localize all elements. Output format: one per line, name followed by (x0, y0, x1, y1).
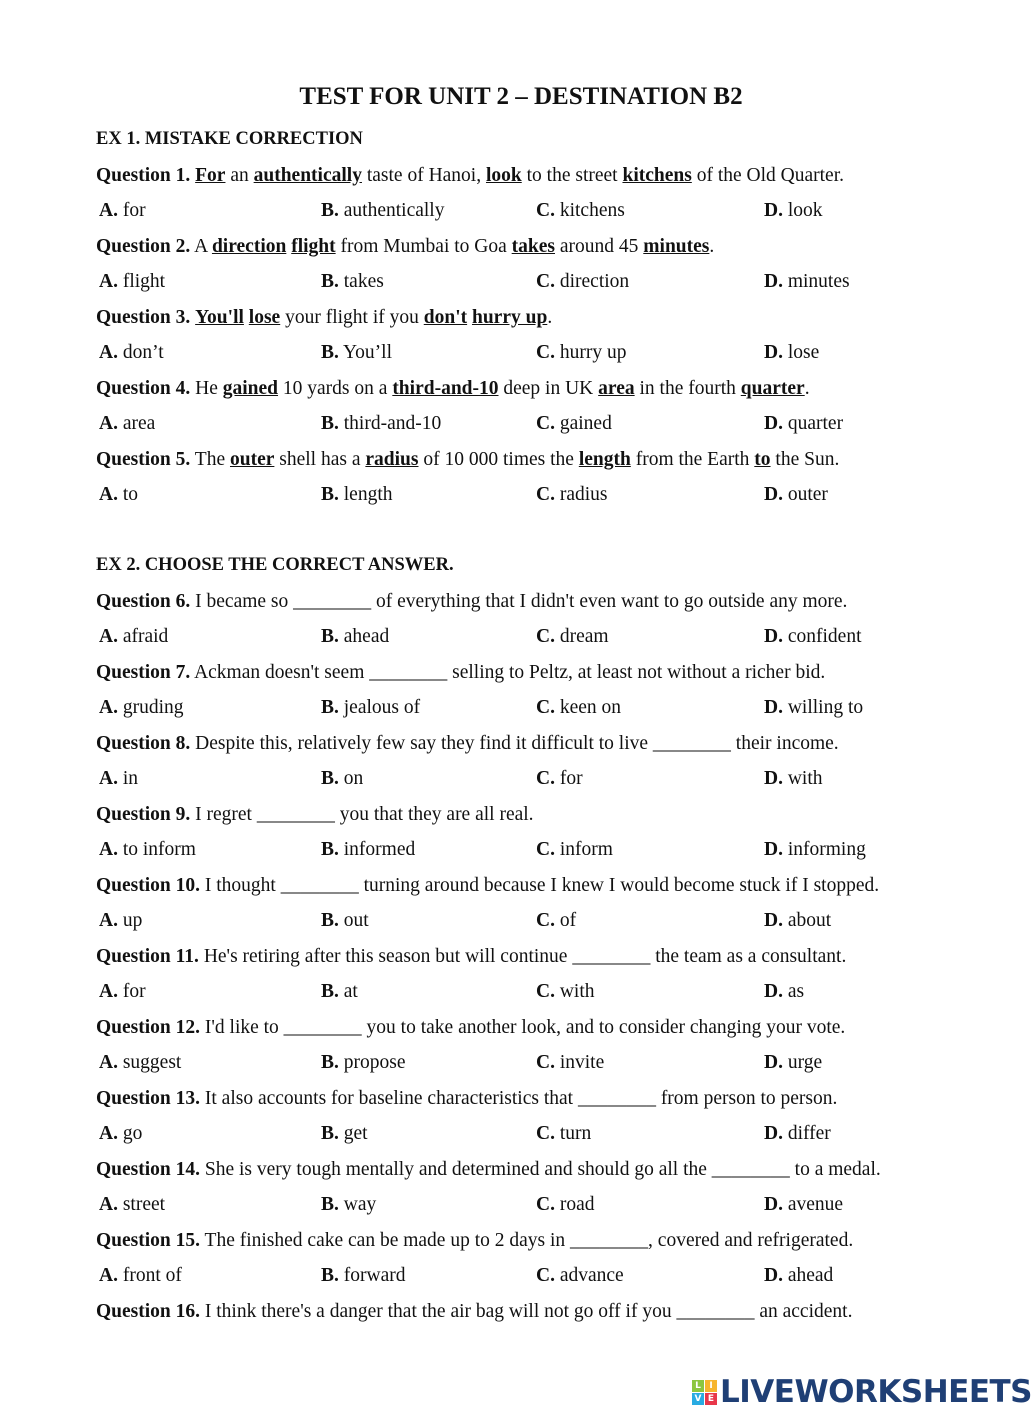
option-text: dream (559, 626, 609, 647)
option-text: hurry up (559, 342, 627, 363)
stem-text: He's retiring after this season but will continue ________ the team as a consultant. (198, 945, 847, 967)
section-heading: EX 2. CHOOSE THE CORRECT ANSWER. (96, 555, 454, 575)
option-text: out (343, 910, 369, 931)
option-letter: C. (536, 200, 555, 221)
answer-option[interactable] (764, 619, 861, 655)
option-text: don’t (122, 342, 164, 363)
underlined-word: kitchens (622, 164, 692, 186)
stem-text: The finished cake can be made up to 2 days in ________, covered and refrigerated. (200, 1229, 854, 1251)
answer-option[interactable] (536, 1116, 591, 1152)
option-text: kitchens (559, 200, 625, 221)
option-text: authentically (343, 200, 445, 221)
answer-option[interactable] (536, 903, 576, 939)
answer-option[interactable] (764, 477, 828, 513)
stem-text: Despite this, relatively few say they find it difficult to live ________ their income. (190, 732, 839, 754)
option-text: urge (787, 1052, 823, 1073)
stem-text: . (804, 377, 810, 399)
worksheet-page (96, 72, 956, 1329)
question-stem (96, 584, 956, 620)
stem-text: I think there's a danger that the air bag will not go off if you ________ an accident. (200, 1300, 853, 1322)
underlined-word: authentically (253, 164, 362, 186)
answer-option[interactable] (99, 406, 155, 442)
stem-text: the Sun. (770, 448, 840, 470)
answer-option[interactable] (321, 619, 389, 655)
section-1 (96, 122, 956, 513)
underlined-word: For (195, 164, 226, 186)
underlined-word: minutes (643, 235, 710, 257)
live-blocks-icon (692, 1380, 717, 1405)
option-text: for (559, 768, 583, 789)
option-letter: B. (321, 342, 339, 363)
question-stem (96, 300, 956, 336)
option-text: on (343, 768, 364, 789)
option-letter: C. (536, 271, 555, 292)
question-stem (96, 158, 956, 194)
option-letter: B. (321, 626, 339, 647)
question-number: Question 1. (96, 164, 191, 186)
option-letter: D. (764, 626, 783, 647)
answer-option[interactable] (99, 761, 138, 797)
answer-option[interactable] (321, 903, 369, 939)
answer-options (96, 477, 956, 513)
answer-option[interactable] (536, 761, 583, 797)
answer-option[interactable] (99, 903, 142, 939)
underlined-word: direction (211, 235, 287, 257)
option-text: at (343, 981, 358, 1002)
option-letter: D. (764, 1194, 783, 1215)
option-letter: A. (99, 910, 118, 931)
answer-option[interactable] (764, 1045, 822, 1081)
answer-option[interactable] (764, 193, 823, 229)
option-letter: C. (536, 697, 555, 718)
option-letter: C. (536, 1052, 555, 1073)
answer-option[interactable] (321, 193, 444, 229)
option-letter: B. (321, 1052, 339, 1073)
option-text: outer (787, 484, 828, 505)
answer-option[interactable] (99, 1258, 182, 1294)
option-text: gruding (122, 697, 184, 718)
underlined-word: gained (222, 377, 279, 399)
underlined-word: takes (511, 235, 555, 257)
option-letter: C. (536, 413, 555, 434)
answer-option[interactable] (764, 690, 863, 726)
underlined-word: flight (291, 235, 336, 257)
answer-options (96, 1116, 956, 1152)
stem-text: I'd like to ________ you to take another look, and to consider changing your vote. (200, 1016, 846, 1038)
question-stem (96, 1081, 956, 1117)
underlined-word: third-and-10 (392, 377, 499, 399)
answer-option[interactable] (536, 477, 608, 513)
option-text: quarter (787, 413, 844, 434)
underlined-word: hurry up (471, 306, 548, 328)
option-letter: A. (99, 413, 118, 434)
stem-text: from the Earth (630, 448, 755, 470)
question-stem (96, 655, 956, 691)
answer-option[interactable] (764, 1187, 843, 1223)
stem-text: of the Old Quarter. (691, 164, 844, 186)
answer-option[interactable] (99, 193, 146, 229)
question-stem (96, 797, 956, 833)
stem-text: from Mumbai to Goa (335, 235, 512, 257)
stem-text: Ackman doesn't seem ________ selling to Peltz, at least not without a richer bid. (190, 661, 826, 683)
question-stem (96, 1010, 956, 1046)
stem-text: shell has a (274, 448, 366, 470)
option-letter: B. (321, 981, 339, 1002)
answer-option[interactable] (536, 264, 629, 300)
answer-option[interactable] (536, 974, 595, 1010)
answer-options (96, 619, 956, 655)
option-letter: C. (536, 1265, 555, 1286)
underlined-word: You'll (195, 306, 244, 328)
answer-option[interactable] (99, 477, 138, 513)
answer-options (96, 1187, 956, 1223)
option-text: informing (787, 839, 866, 860)
option-letter: A. (99, 484, 118, 505)
option-text: afraid (122, 626, 169, 647)
answer-options (96, 1045, 956, 1081)
question-stem (96, 726, 956, 762)
option-letter: B. (321, 413, 339, 434)
answer-options (96, 832, 956, 868)
question-number: Question 14. (96, 1158, 201, 1180)
question-number: Question 2. (96, 235, 191, 257)
answer-option[interactable] (536, 193, 625, 229)
option-letter: D. (764, 271, 783, 292)
option-letter: A. (99, 1123, 118, 1144)
option-text: invite (559, 1052, 605, 1073)
option-letter: C. (536, 839, 555, 860)
answer-option[interactable] (321, 974, 358, 1010)
underlined-word: look (485, 164, 522, 186)
option-letter: C. (536, 484, 555, 505)
option-text: flight (122, 271, 166, 292)
underlined-word: to (754, 448, 771, 470)
option-letter: D. (764, 413, 783, 434)
option-letter: D. (764, 910, 783, 931)
option-letter: C. (536, 626, 555, 647)
section-heading: EX 1. MISTAKE CORRECTION (96, 129, 363, 149)
answer-option[interactable] (536, 335, 626, 371)
underlined-word: area (598, 377, 635, 399)
question-number: Question 7. (96, 661, 191, 683)
stem-text: in the fourth (634, 377, 741, 399)
option-letter: D. (764, 839, 783, 860)
option-text: front of (122, 1265, 182, 1286)
answer-options (96, 264, 956, 300)
answer-options (96, 903, 956, 939)
option-text: length (343, 484, 393, 505)
option-text: advance (559, 1265, 624, 1286)
option-text: go (122, 1123, 143, 1144)
option-text: get (343, 1123, 368, 1144)
option-letter: C. (536, 342, 555, 363)
option-letter: A. (99, 697, 118, 718)
question-stem (96, 939, 956, 975)
answer-option[interactable] (99, 974, 146, 1010)
question-stem (96, 1294, 956, 1330)
option-letter: B. (321, 484, 339, 505)
answer-options (96, 193, 956, 229)
option-text: jealous of (343, 697, 421, 718)
option-text: lose (787, 342, 820, 363)
answer-option[interactable] (764, 264, 850, 300)
question-number: Question 10. (96, 874, 201, 896)
option-text: way (343, 1194, 377, 1215)
option-letter: D. (764, 342, 783, 363)
logo-block: E (705, 1393, 717, 1405)
option-text: with (787, 768, 823, 789)
answer-option[interactable] (536, 832, 613, 868)
question-stem (96, 1223, 956, 1259)
option-text: to inform (122, 839, 196, 860)
option-text: keen on (559, 697, 622, 718)
answer-options (96, 974, 956, 1010)
answer-option[interactable] (321, 264, 384, 300)
stem-text: It also accounts for baseline characteristics that ________ from person to person. (200, 1087, 838, 1109)
answer-option[interactable] (321, 1116, 368, 1152)
stem-text: A (190, 235, 212, 257)
underlined-word: don't (423, 306, 468, 328)
question-number: Question 4. (96, 377, 191, 399)
answer-option[interactable] (764, 974, 804, 1010)
answer-options (96, 690, 956, 726)
option-text: suggest (122, 1052, 182, 1073)
option-text: avenue (787, 1194, 844, 1215)
logo-block: L (692, 1380, 704, 1392)
question-number: Question 8. (96, 732, 191, 754)
answer-option[interactable] (99, 1116, 142, 1152)
answer-option[interactable] (536, 619, 609, 655)
answer-option[interactable] (99, 1045, 181, 1081)
option-letter: C. (536, 981, 555, 1002)
option-letter: D. (764, 1052, 783, 1073)
answer-option[interactable] (321, 1045, 406, 1081)
option-text: look (787, 200, 823, 221)
option-letter: C. (536, 1123, 555, 1144)
stem-text: The (190, 448, 230, 470)
answer-option[interactable] (536, 1187, 595, 1223)
option-text: for (122, 981, 146, 1002)
option-text: turn (559, 1123, 592, 1144)
option-text: ahead (787, 1265, 834, 1286)
stem-text: I regret ________ you that they are all real. (190, 803, 534, 825)
answer-option[interactable] (764, 761, 823, 797)
answer-option[interactable] (321, 477, 393, 513)
logo-text: LIVEWORKSHEETS (720, 1374, 1032, 1410)
stem-text: 10 yards on a (278, 377, 393, 399)
question-stem (96, 868, 956, 904)
question-number: Question 16. (96, 1300, 201, 1322)
underlined-word: lose (248, 306, 281, 328)
answer-option[interactable] (321, 335, 392, 371)
answer-option[interactable] (321, 1187, 376, 1223)
option-letter: D. (764, 484, 783, 505)
answer-option[interactable] (764, 406, 843, 442)
logo-block: I (705, 1380, 717, 1392)
option-text: informed (343, 839, 416, 860)
underlined-word: outer (229, 448, 275, 470)
option-letter: A. (99, 271, 118, 292)
stem-text: . (709, 235, 715, 257)
option-text: ahead (343, 626, 390, 647)
stem-text: of 10 000 times the (418, 448, 579, 470)
option-text: for (122, 200, 146, 221)
option-text: takes (343, 271, 384, 292)
option-text: area (122, 413, 156, 434)
question-number: Question 15. (96, 1229, 201, 1251)
answer-option[interactable] (764, 335, 819, 371)
liveworksheets-logo (692, 1374, 1032, 1410)
stem-text: your flight if you (280, 306, 424, 328)
underlined-word: length (578, 448, 631, 470)
option-letter: B. (321, 271, 339, 292)
answer-option[interactable] (764, 832, 866, 868)
stem-text: taste of Hanoi, (361, 164, 486, 186)
answer-option[interactable] (764, 1116, 831, 1152)
answer-option[interactable] (321, 406, 441, 442)
option-text: willing to (787, 697, 864, 718)
option-letter: A. (99, 342, 118, 363)
option-text: in (122, 768, 139, 789)
answer-options (96, 335, 956, 371)
answer-option[interactable] (536, 406, 612, 442)
option-text: direction (559, 271, 630, 292)
underlined-word: quarter (740, 377, 805, 399)
worksheet-title: TEST FOR UNIT 2 – DESTINATION B2 (299, 83, 743, 110)
question-number: Question 11. (96, 945, 199, 967)
option-text: about (787, 910, 832, 931)
stem-text: . (547, 306, 553, 328)
option-text: to (122, 484, 139, 505)
option-text: road (559, 1194, 595, 1215)
stem-text: He (190, 377, 223, 399)
option-letter: B. (321, 768, 339, 789)
option-text: radius (559, 484, 608, 505)
option-text: as (787, 981, 805, 1002)
spacer (96, 513, 956, 549)
option-letter: D. (764, 697, 783, 718)
answer-option[interactable] (99, 619, 168, 655)
option-letter: D. (764, 981, 783, 1002)
answer-option[interactable] (764, 903, 831, 939)
option-text: confident (787, 626, 862, 647)
option-letter: C. (536, 768, 555, 789)
option-text: third-and-10 (343, 413, 442, 434)
question-stem (96, 371, 956, 407)
answer-option[interactable] (321, 832, 415, 868)
question-number: Question 9. (96, 803, 191, 825)
question-stem (96, 442, 956, 478)
option-text: forward (343, 1265, 406, 1286)
option-letter: B. (321, 1123, 339, 1144)
option-letter: A. (99, 626, 118, 647)
option-letter: B. (321, 910, 339, 931)
option-text: You’ll (343, 342, 393, 363)
option-letter: D. (764, 768, 783, 789)
option-letter: A. (99, 768, 118, 789)
question-stem (96, 229, 956, 265)
option-text: differ (787, 1123, 831, 1144)
option-letter: A. (99, 981, 118, 1002)
option-letter: B. (321, 839, 339, 860)
option-letter: A. (99, 1052, 118, 1073)
stem-text: to the street (521, 164, 623, 186)
answer-options (96, 1258, 956, 1294)
option-text: propose (343, 1052, 406, 1073)
answer-option[interactable] (536, 690, 621, 726)
answer-option[interactable] (764, 1258, 833, 1294)
option-letter: D. (764, 1265, 783, 1286)
answer-options (96, 406, 956, 442)
stem-text: She is very tough mentally and determined and should go all the ________ to a medal. (200, 1158, 881, 1180)
option-letter: D. (764, 200, 783, 221)
underlined-word: radius (365, 448, 419, 470)
answer-option[interactable] (321, 761, 363, 797)
stem-text: around 45 (555, 235, 644, 257)
option-letter: B. (321, 1265, 339, 1286)
question-number: Question 5. (96, 448, 191, 470)
option-letter: D. (764, 1123, 783, 1144)
question-stem (96, 1152, 956, 1188)
logo-block: V (692, 1393, 704, 1405)
section-2 (96, 548, 956, 1329)
option-text: street (122, 1194, 166, 1215)
answer-option[interactable] (99, 264, 165, 300)
answer-option[interactable] (536, 1045, 604, 1081)
option-text: up (122, 910, 143, 931)
question-number: Question 6. (96, 590, 191, 612)
stem-text: deep in UK (498, 377, 599, 399)
option-letter: C. (536, 1194, 555, 1215)
answer-options (96, 761, 956, 797)
option-letter: A. (99, 200, 118, 221)
option-letter: B. (321, 200, 339, 221)
option-text: with (559, 981, 595, 1002)
answer-option[interactable] (99, 335, 164, 371)
answer-option[interactable] (99, 832, 196, 868)
answer-option[interactable] (321, 1258, 405, 1294)
answer-option[interactable] (99, 1187, 165, 1223)
answer-option[interactable] (99, 690, 184, 726)
stem-text: I became so ________ of everything that I didn't even want to go outside any more. (190, 590, 848, 612)
option-text: inform (559, 839, 613, 860)
stem-text: an (225, 164, 254, 186)
option-letter: B. (321, 1194, 339, 1215)
answer-option[interactable] (536, 1258, 624, 1294)
question-number: Question 13. (96, 1087, 201, 1109)
question-number: Question 3. (96, 306, 191, 328)
option-letter: A. (99, 1194, 118, 1215)
option-text: gained (559, 413, 612, 434)
answer-option[interactable] (321, 690, 420, 726)
option-text: minutes (787, 271, 850, 292)
question-number: Question 12. (96, 1016, 201, 1038)
option-letter: B. (321, 697, 339, 718)
option-text: of (559, 910, 577, 931)
stem-text: I thought ________ turning around because I knew I would become stuck if I stopped. (200, 874, 880, 896)
option-letter: A. (99, 839, 118, 860)
option-letter: C. (536, 910, 555, 931)
option-letter: A. (99, 1265, 118, 1286)
